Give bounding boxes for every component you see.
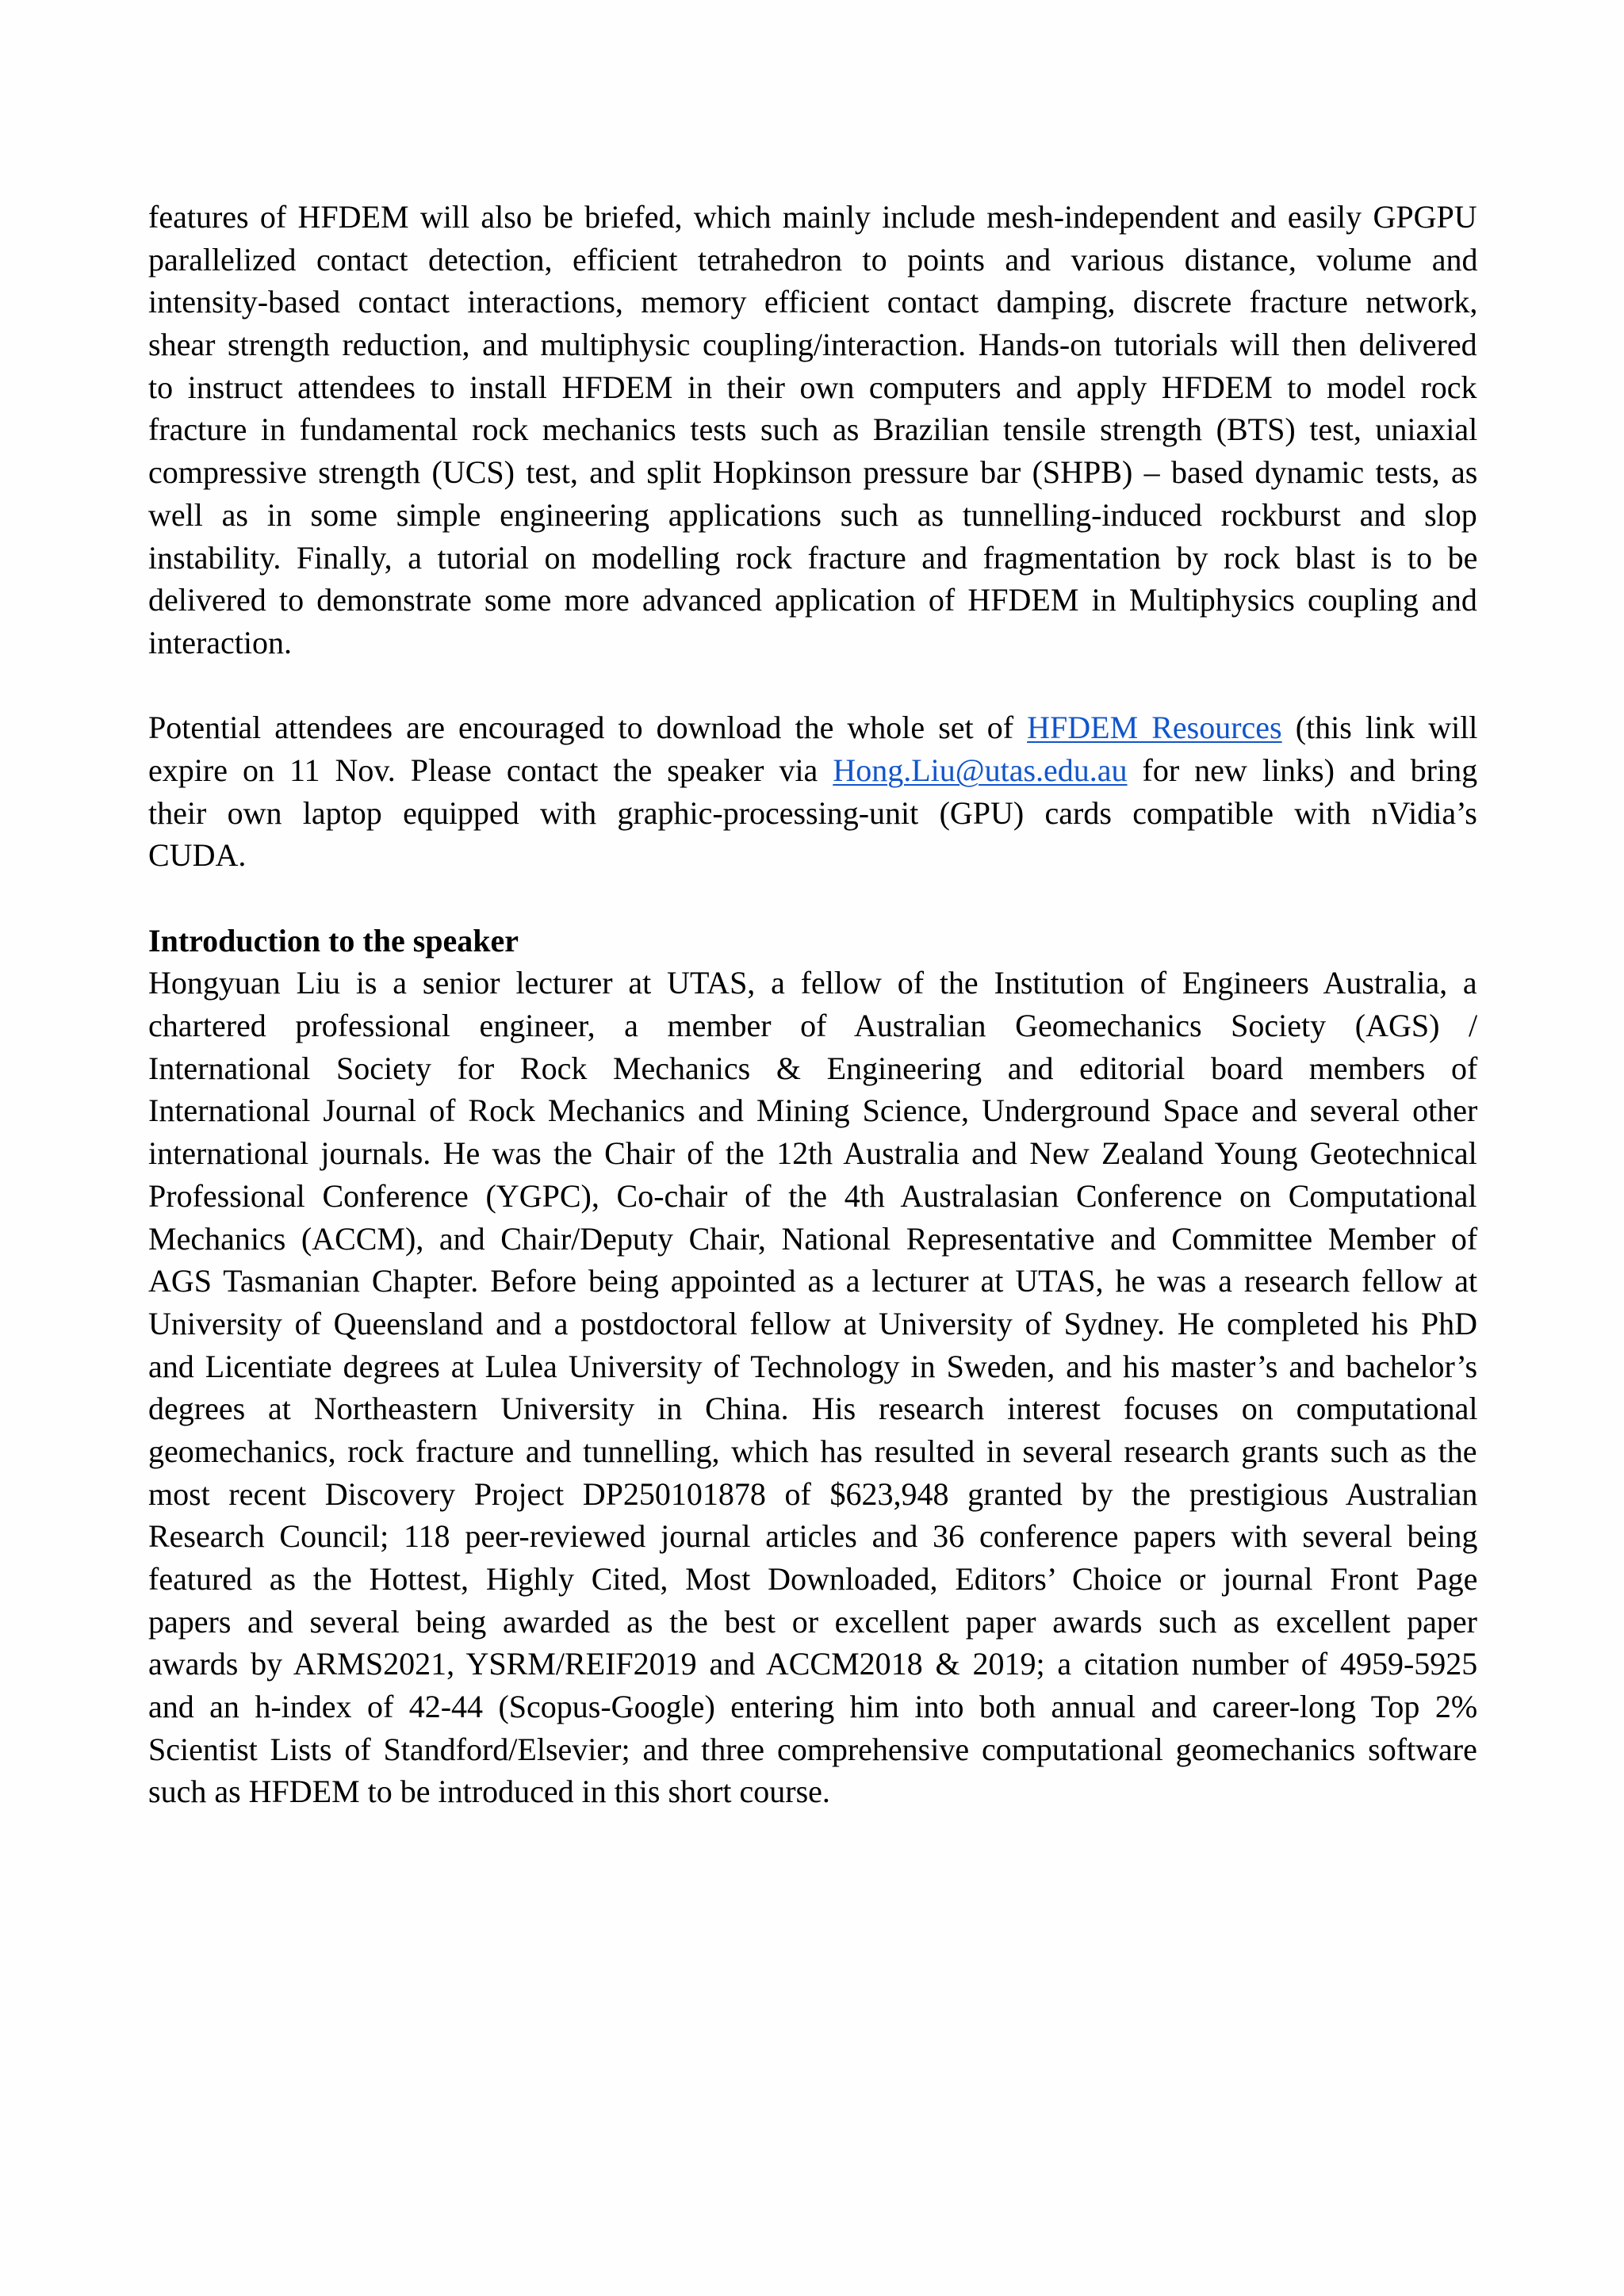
text-line: to instruct attendees to install HFDEM in their own computers and apply HFDEM to model rock	[148, 369, 1477, 405]
text-line: Scientist Lists of Standford/Elsevier; and three comprehensive computational geomechanics software	[148, 1731, 1477, 1767]
text-line: International Society for Rock Mechanics & Engineering and editorial board members of	[148, 1050, 1478, 1086]
text-line: and an h-index of 42-44 (Scopus-Google) entering him into both annual and career-long Top 2%	[148, 1689, 1478, 1725]
text-line: fracture in fundamental rock mechanics tests such as Brazilian tensile strength (BTS) test, uniaxial	[148, 411, 1478, 448]
text-segment: for new links) and bring	[1127, 752, 1478, 788]
text-line: CUDA.	[148, 837, 247, 874]
speaker-bio-paragraph	[148, 962, 1477, 1813]
text-line: degrees at Northeastern University in China. His research interest focuses on computational	[148, 1391, 1478, 1427]
text-line: chartered professional engineer, a member of Australian Geomechanics Society (AGS) /	[148, 1008, 1478, 1044]
text-line: delivered to demonstrate some more advanced application of HFDEM in Multiphysics coupling and	[148, 582, 1477, 618]
text-line: compressive strength (UCS) test, and split Hopkinson pressure bar (SHPB) – based dynamic tests, as	[148, 454, 1478, 491]
paragraph-spacer	[148, 877, 1477, 920]
text-line: features of HFDEM will also be briefed, which mainly include mesh-independent and easily GPGPU	[148, 199, 1477, 235]
text-line	[148, 749, 1477, 792]
section-heading: Introduction to the speaker	[148, 922, 519, 959]
text-line: University of Queensland and a postdoctoral fellow at University of Sydney. He completed his PhD	[148, 1305, 1477, 1341]
course-description-paragraph	[148, 196, 1477, 664]
text-line: shear strength reduction, and multiphysic coupling/interaction. Hands-on tutorials will then delivered	[148, 327, 1477, 363]
text-line: their own laptop equipped with graphic-processing-unit (GPU) cards compatible with nVidia’s	[148, 794, 1477, 831]
text-segment: Potential attendees are encouraged to download the whole set of	[148, 710, 1028, 746]
text-line: well as in some simple engineering applications such as tunnelling-induced rockburst and slop	[148, 496, 1477, 533]
text-line: parallelized contact detection, efficient tetrahedron to points and various distance, volume and	[148, 241, 1478, 277]
text-line: interaction.	[148, 624, 293, 660]
text-line: featured as the Hottest, Highly Cited, Most Downloaded, Editors’ Choice or journal Front Page	[148, 1561, 1478, 1597]
attendee-instructions-paragraph	[148, 706, 1477, 877]
text-segment: expire on 11 Nov. Please contact the speaker via	[148, 752, 833, 788]
speaker-section	[148, 920, 1477, 1813]
text-line: AGS Tasmanian Chapter. Before being appointed as a lecturer at UTAS, he was a research fellow at	[148, 1263, 1478, 1299]
text-line: awards by ARMS2021, YSRM/REIF2019 and ACCM2018 & 2019; a citation number of 4959-5925	[148, 1646, 1478, 1682]
text-line: instability. Finally, a tutorial on modelling rock fracture and fragmentation by rock blast is to be	[148, 539, 1478, 576]
text-line: geomechanics, rock fracture and tunnelling, which has resulted in several research grants such as the	[148, 1433, 1477, 1469]
hfdem-resources-link[interactable]: HFDEM Resources	[1027, 710, 1282, 746]
text-line: Mechanics (ACCM), and Chair/Deputy Chair, National Representative and Committee Member of	[148, 1220, 1478, 1257]
text-line: Research Council; 118 peer-reviewed journal articles and 36 conference papers with several being	[148, 1518, 1478, 1555]
text-line: and Licentiate degrees at Lulea University of Technology in Sweden, and his master’s and bachelor’s	[148, 1348, 1478, 1384]
text-line: such as HFDEM to be introduced in this short course.	[148, 1774, 830, 1810]
text-line: most recent Discovery Project DP250101878 of $623,948 granted by the prestigious Australian	[148, 1475, 1478, 1512]
text-line: intensity-based contact interactions, memory efficient contact damping, discrete fracture network,	[148, 284, 1478, 320]
text-line: papers and several being awarded as the best or excellent paper awards such as excellent paper	[148, 1603, 1477, 1640]
text-segment: (this link will	[1281, 710, 1478, 746]
text-line	[148, 706, 1477, 749]
text-line: International Journal of Rock Mechanics and Mining Science, Underground Space and several other	[148, 1093, 1478, 1129]
document-page	[148, 196, 1477, 1813]
text-line: Professional Conference (YGPC), Co-chair of the 4th Australasian Conference on Computational	[148, 1177, 1477, 1214]
speaker-email-link[interactable]: Hong.Liu@utas.edu.au	[833, 752, 1128, 788]
paragraph-spacer	[148, 664, 1477, 707]
text-line: international journals. He was the Chair of the 12th Australia and New Zealand Young Geotechnical	[148, 1135, 1477, 1172]
text-line: Hongyuan Liu is a senior lecturer at UTAS, a fellow of the Institution of Engineers Australia, a	[148, 965, 1477, 1001]
